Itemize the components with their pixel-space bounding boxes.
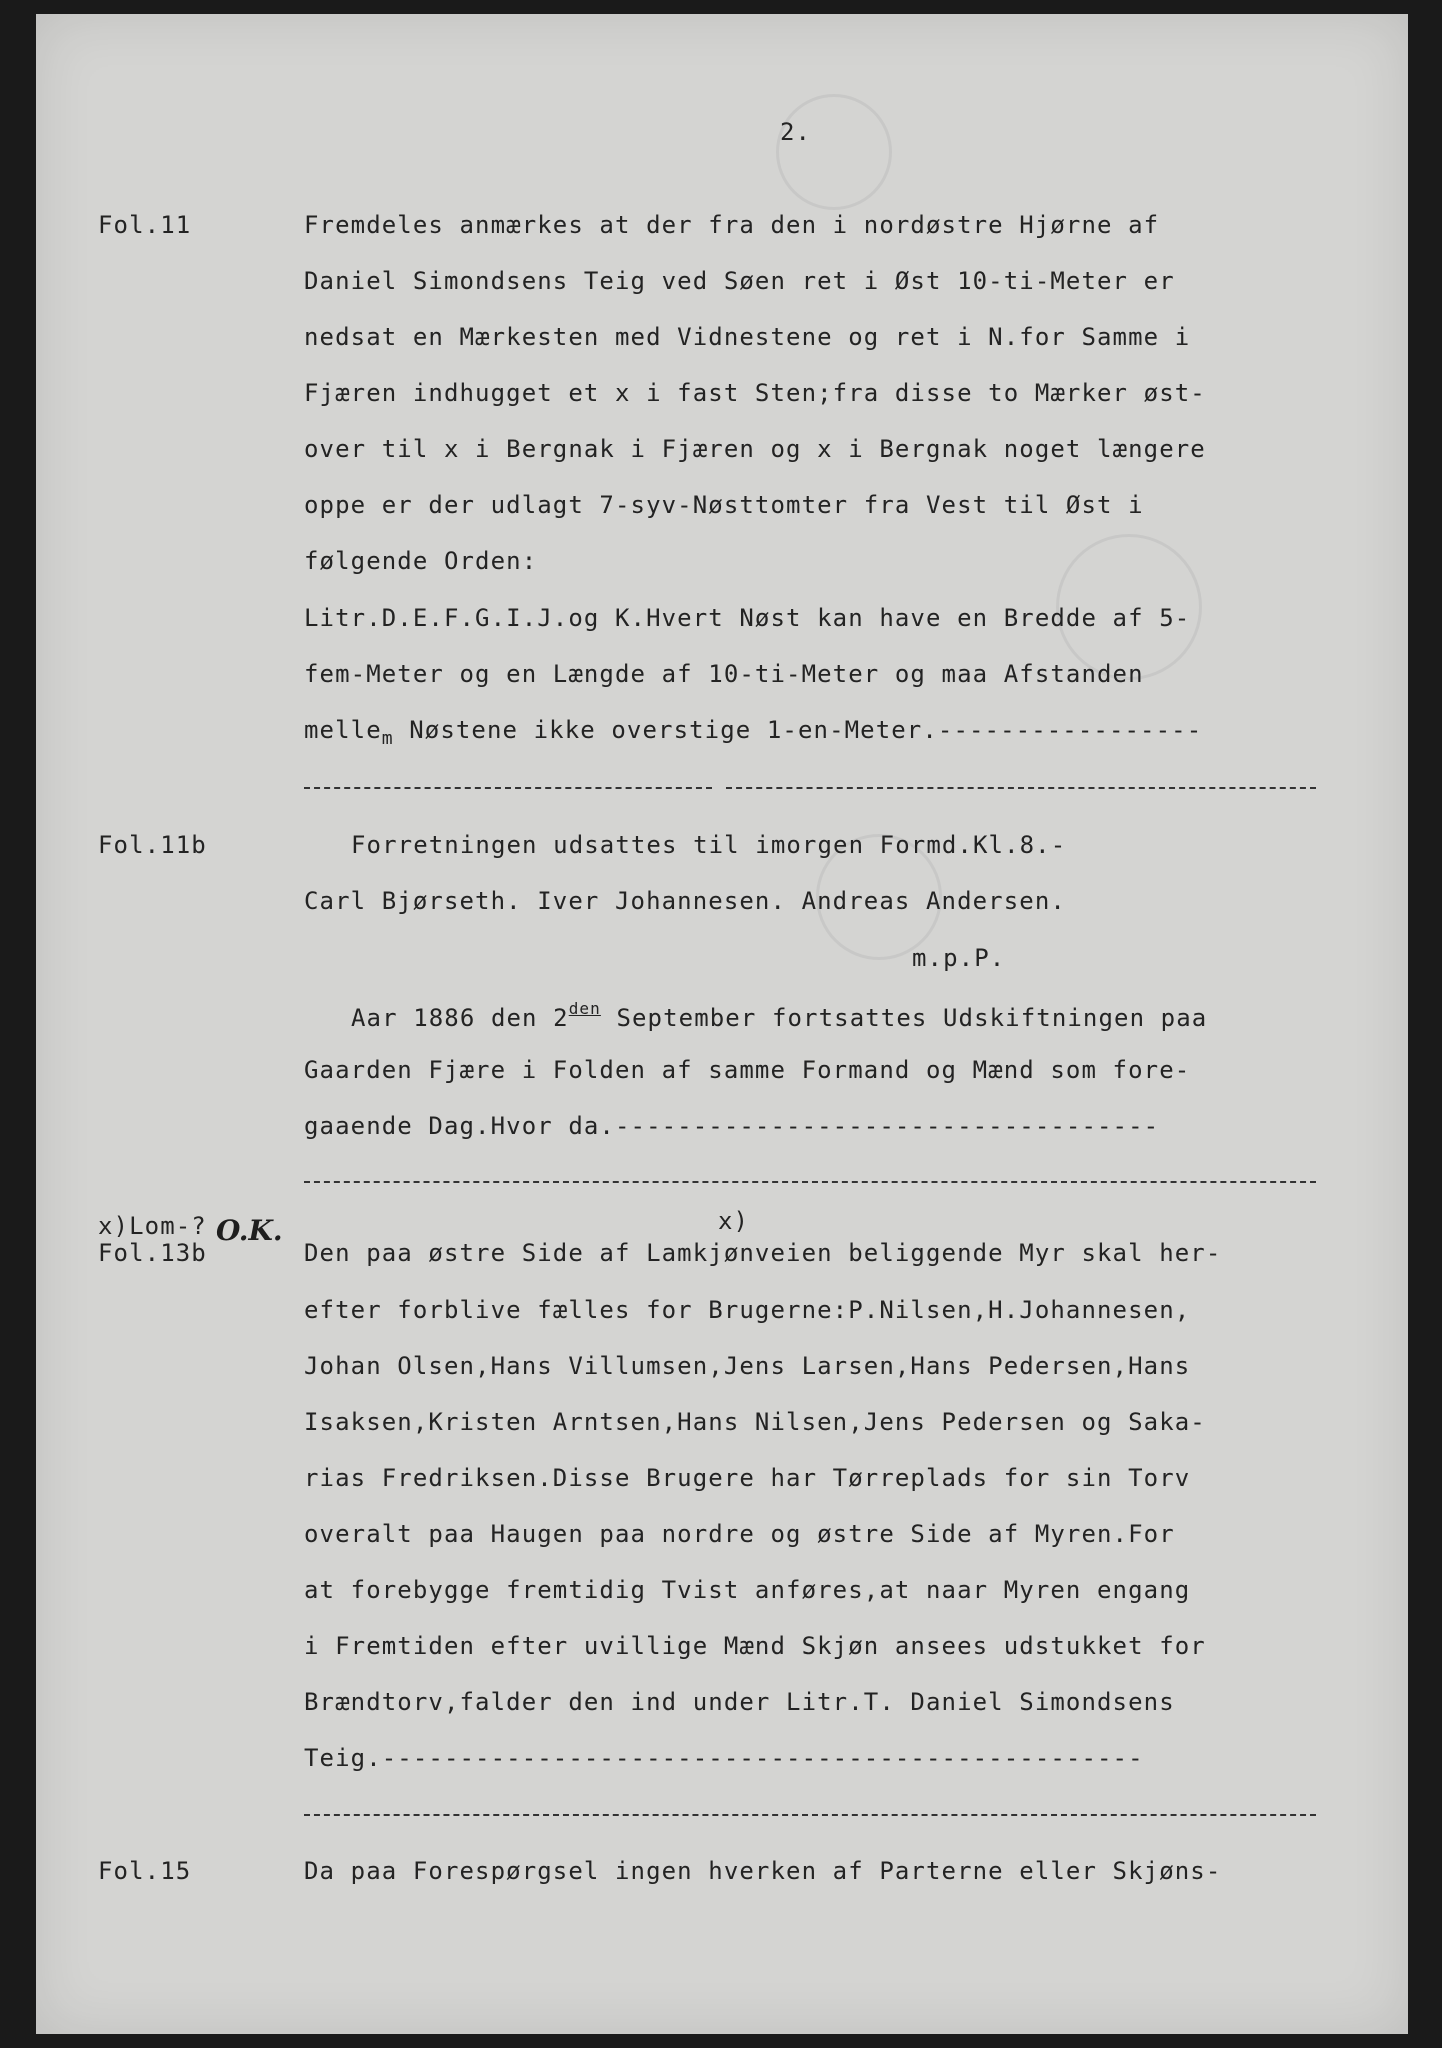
margin-reference: Fol.13b bbox=[98, 1239, 207, 1267]
text-line: oppe er der udlagt 7-syv-Nøsttomter fra Vest til Øst i bbox=[304, 491, 1144, 519]
faint-stamp-mark bbox=[776, 94, 892, 210]
margin-reference: Fol.15 bbox=[98, 1857, 192, 1885]
text-line: Brændtorv,falder den ind under Litr.T. Daniel Simondsens bbox=[304, 1688, 1175, 1716]
text-line: Fjæren indhugget et x i fast Sten;fra disse to Mærker øst- bbox=[304, 379, 1206, 407]
text-line: Gaarden Fjære i Folden af samme Formand og Mænd som fore- bbox=[304, 1056, 1191, 1084]
text-line: efter forblive fælles for Brugerne:P.Nilsen,H.Johannesen, bbox=[304, 1296, 1191, 1324]
text-line: Isaksen,Kristen Arntsen,Hans Nilsen,Jens Pedersen og Saka- bbox=[304, 1408, 1206, 1436]
margin-reference: Fol.11 bbox=[98, 211, 192, 239]
text-line bbox=[351, 1001, 1207, 1030]
text-line: Litr.D.E.F.G.I.J.og K.Hvert Nøst kan have en Bredde af 5- bbox=[304, 604, 1191, 632]
text-line bbox=[304, 718, 1202, 748]
text-line: Forretningen udsattes til imorgen Formd.Kl.8.- bbox=[351, 831, 1067, 859]
text-fragment: Nøstene ikke overstige 1-en-Meter.----------------- bbox=[393, 716, 1203, 744]
text-fragment: September fortsattes Udskiftningen paa bbox=[600, 1004, 1208, 1032]
superscript: den bbox=[568, 999, 601, 1018]
text-line: at forebygge fremtidig Tvist anføres,at naar Myren engang bbox=[304, 1576, 1191, 1604]
text-fragment: melle bbox=[304, 716, 382, 744]
document-sheet bbox=[36, 14, 1408, 2034]
text-line: Den paa østre Side af Lamkjønveien beliggende Myr skal her- bbox=[304, 1239, 1222, 1267]
handwritten-initials: O.K. bbox=[216, 1214, 283, 1247]
text-line: Daniel Simondsens Teig ved Søen ret i Øst 10-ti-Meter er bbox=[304, 267, 1175, 295]
text-line: i Fremtiden efter uvillige Mænd Skjøn ansees udstukket for bbox=[304, 1632, 1206, 1660]
text-line: gaaende Dag.Hvor da.----------------------------------- bbox=[304, 1112, 1160, 1140]
footnote-mark: x) bbox=[718, 1207, 750, 1235]
text-line: Teig.------------------------------------------------- bbox=[304, 1744, 1144, 1772]
text-line: over til x i Bergnak i Fjæren og x i Bergnak noget længere bbox=[304, 435, 1206, 463]
signature-note: m.p.P. bbox=[912, 944, 1006, 972]
text-fragment: Aar 1886 den 2 bbox=[351, 1004, 569, 1032]
dashed-rule bbox=[726, 787, 1316, 789]
text-line: rias Fredriksen.Disse Brugere har Tørreplads for sin Torv bbox=[304, 1464, 1191, 1492]
text-line: følgende Orden: bbox=[304, 547, 538, 575]
margin-note: x)Lom-? bbox=[98, 1212, 207, 1240]
text-line: nedsat en Mærkesten med Vidnestene og ret i N.for Samme i bbox=[304, 323, 1191, 351]
text-line: Carl Bjørseth. Iver Johannesen. Andreas Andersen. bbox=[304, 887, 1066, 915]
handwritten-insertion: m bbox=[381, 728, 394, 749]
margin-reference: Fol.11b bbox=[98, 831, 207, 859]
text-line: fem-Meter og en Længde af 10-ti-Meter og maa Afstanden bbox=[304, 660, 1144, 688]
dashed-rule bbox=[304, 1181, 1316, 1183]
text-line: Da paa Forespørgsel ingen hverken af Parterne eller Skjøns- bbox=[304, 1857, 1222, 1885]
text-line: Fremdeles anmærkes at der fra den i nordøstre Hjørne af bbox=[304, 211, 1160, 239]
text-line: Johan Olsen,Hans Villumsen,Jens Larsen,Hans Pedersen,Hans bbox=[304, 1352, 1191, 1380]
dashed-rule bbox=[304, 1814, 1316, 1816]
dashed-rule bbox=[304, 787, 712, 789]
page-number: 2. bbox=[780, 118, 812, 146]
text-line: overalt paa Haugen paa nordre og østre Side af Myren.For bbox=[304, 1520, 1175, 1548]
